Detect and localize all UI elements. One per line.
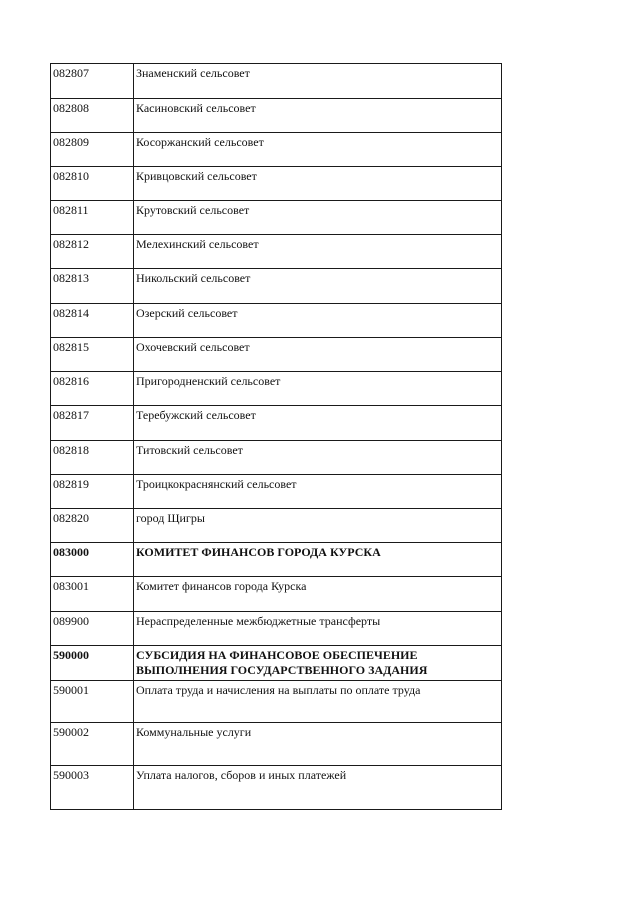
row-name: Нераспределенные межбюджетные трансферты xyxy=(134,612,502,646)
table-row xyxy=(51,304,502,338)
table-row xyxy=(51,64,502,99)
table-row xyxy=(51,646,502,681)
row-name: Охочевский сельсовет xyxy=(134,338,502,372)
table-row xyxy=(51,338,502,372)
row-code: 082813 xyxy=(51,269,134,304)
row-code: 590002 xyxy=(51,723,134,766)
table-row xyxy=(51,372,502,406)
row-name: Касиновский сельсовет xyxy=(134,99,502,133)
row-code: 082814 xyxy=(51,304,134,338)
row-code: 082807 xyxy=(51,64,134,99)
row-name: Никольский сельсовет xyxy=(134,269,502,304)
table-row xyxy=(51,99,502,133)
row-code: 082815 xyxy=(51,338,134,372)
row-name: Коммунальные услуги xyxy=(134,723,502,766)
row-code: 590003 xyxy=(51,766,134,810)
row-name: СУБСИДИЯ НА ФИНАНСОВОЕ ОБЕСПЕЧЕНИЕ ВЫПОЛНЕНИЯ ГОСУДАРСТВЕННОГО ЗАДАНИЯ xyxy=(134,646,502,681)
table-row xyxy=(51,406,502,441)
table-row xyxy=(51,723,502,766)
row-name: Троицкокраснянский сельсовет xyxy=(134,475,502,509)
row-code: 089900 xyxy=(51,612,134,646)
row-code: 082816 xyxy=(51,372,134,406)
row-code: 083000 xyxy=(51,543,134,577)
table-row xyxy=(51,509,502,543)
table-row xyxy=(51,612,502,646)
row-name: Крутовский сельсовет xyxy=(134,201,502,235)
table-row xyxy=(51,235,502,269)
row-name: Знаменский сельсовет xyxy=(134,64,502,99)
row-code: 082811 xyxy=(51,201,134,235)
row-code: 082812 xyxy=(51,235,134,269)
classification-table xyxy=(50,63,502,810)
row-name: Комитет финансов города Курска xyxy=(134,577,502,612)
row-code: 590001 xyxy=(51,681,134,723)
row-name: Оплата труда и начисления на выплаты по оплате труда xyxy=(134,681,502,723)
row-name: Озерский сельсовет xyxy=(134,304,502,338)
table-row xyxy=(51,133,502,167)
row-name: Косоржанский сельсовет xyxy=(134,133,502,167)
table-body xyxy=(51,64,502,810)
row-code: 082818 xyxy=(51,441,134,475)
table-row xyxy=(51,543,502,577)
row-code: 082810 xyxy=(51,167,134,201)
row-code: 082820 xyxy=(51,509,134,543)
row-name: Теребужский сельсовет xyxy=(134,406,502,441)
row-code: 083001 xyxy=(51,577,134,612)
table-row xyxy=(51,269,502,304)
row-name: Пригородненский сельсовет xyxy=(134,372,502,406)
table-row xyxy=(51,475,502,509)
row-name: Мелехинский сельсовет xyxy=(134,235,502,269)
row-name: город Щигры xyxy=(134,509,502,543)
row-name: Кривцовский сельсовет xyxy=(134,167,502,201)
table-row xyxy=(51,766,502,810)
row-name: КОМИТЕТ ФИНАНСОВ ГОРОДА КУРСКА xyxy=(134,543,502,577)
row-code: 082809 xyxy=(51,133,134,167)
table-row xyxy=(51,201,502,235)
row-name: Уплата налогов, сборов и иных платежей xyxy=(134,766,502,810)
row-name: Титовский сельсовет xyxy=(134,441,502,475)
table-row xyxy=(51,681,502,723)
table-row xyxy=(51,577,502,612)
row-code: 082819 xyxy=(51,475,134,509)
table-row xyxy=(51,441,502,475)
row-code: 590000 xyxy=(51,646,134,681)
table-row xyxy=(51,167,502,201)
row-code: 082808 xyxy=(51,99,134,133)
row-code: 082817 xyxy=(51,406,134,441)
